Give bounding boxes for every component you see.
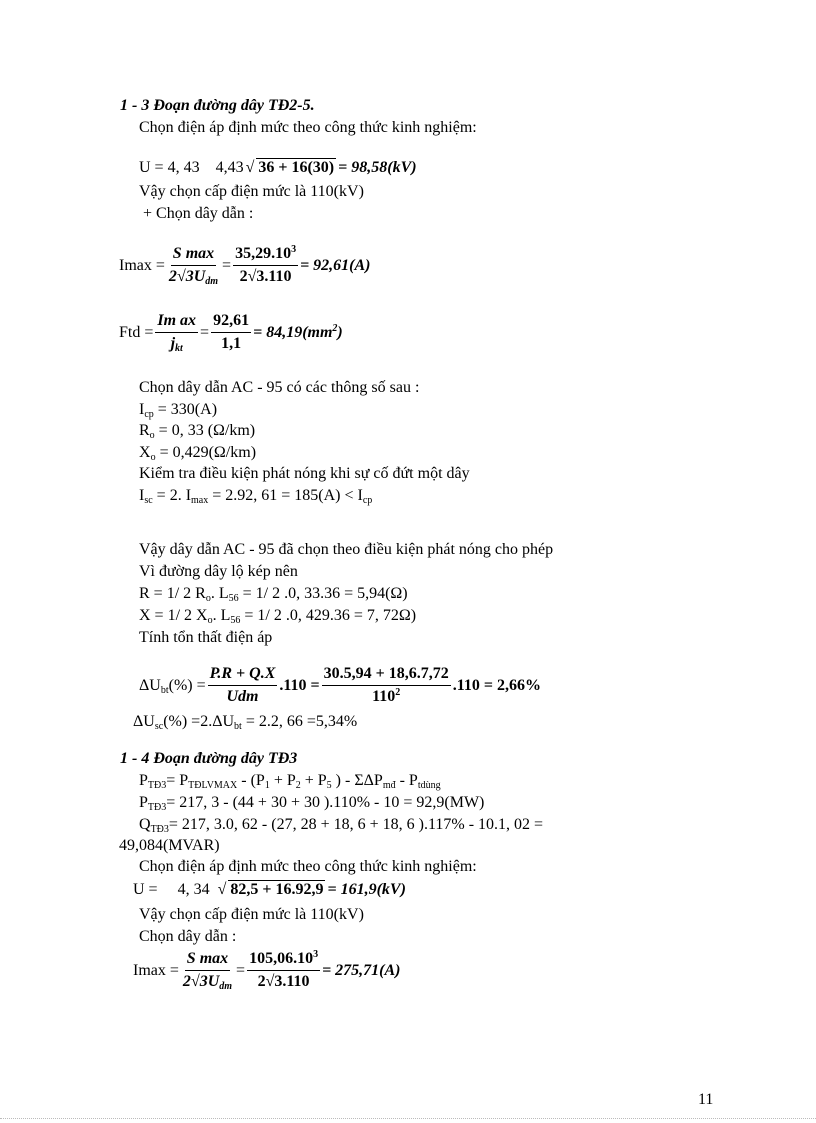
heating-check: Kiểm tra điều kiện phát nóng khi sự cố đứt một dây bbox=[139, 465, 470, 482]
imax-formula-2: Imax = $\frac{\text{S max}}{2√3U_{dm}}$ = $\frac{105,06.10^3}{2√3.110}$ = 275,71(A) bbox=[133, 949, 401, 992]
voltage-level-2: Vậy chọn cấp điện mức là 110(kV) bbox=[139, 906, 364, 923]
voltage-intro: Chọn điện áp định mức theo công thức kinh nghiệm: bbox=[139, 119, 477, 136]
p-td3-value: $P_{TĐ3}= 217$, 3 - (44 + 30 + 30 ).110% - 10 = 92,9(MW) bbox=[139, 794, 485, 813]
conductor-choice: Chọn dây dẫn AC - 95 có các thông số sau : bbox=[139, 379, 420, 396]
choose-conductor-2: Chọn dây dẫn : bbox=[139, 928, 237, 945]
q-td3-value: $Q_{TĐ3}= 217$, 3.0, 62 - (27, 28 + 18, 6 + 18, 6 ).117% - 10.1, 02 = bbox=[139, 816, 544, 835]
voltage-drop-fault: $\Delta U_{sc}(\%) =2.\Delta U_{bt} = 2.2$, 66 =5,34% bbox=[133, 713, 358, 732]
voltage-drop-formula: $\Delta U_{bt}(\%)$ = $\frac{P.R + Q.X}{\text{Udm}}$ .110 = $\frac{30.5,94 + 18,6.7,72}{110^2}$ .110 = 2,66% bbox=[139, 665, 541, 705]
double-circuit: Vì đường dây lộ kép nên bbox=[139, 563, 298, 580]
section-heading-1-3: 1 - 3 Đoạn đường dây TĐ2-5. bbox=[120, 97, 315, 114]
q-td3-result: 49,084(MVAR) bbox=[119, 837, 220, 854]
voltage-formula-2: U = 4, 34 √ 82,5 + 16.92,9 = 161,9(kV) bbox=[133, 880, 406, 898]
page-bottom-rule bbox=[0, 1118, 816, 1119]
ftd-formula: Ftd = $\frac{\text{Im ax}}{j_{kt}}$ = $\frac{92,61}{1,1}$ = $84,19(mm^2)$ bbox=[119, 312, 343, 354]
icp-line: $I_{cp} = 330(A)$ bbox=[139, 401, 218, 420]
isc-line: $I_{sc} = 2$. $I_{max} = 2.92$, $61 = 185(A) < I_{cp}$ bbox=[139, 487, 373, 506]
reactance-line: X = 1/ 2 $X_o$. $L_{56} = 1/$ 2 .0, 429.36 = 7, 72Ω) bbox=[139, 607, 417, 626]
choose-conductor: + Chọn dây dẫn : bbox=[143, 205, 254, 222]
voltage-level: Vậy chọn cấp điện mức là 110(kV) bbox=[139, 183, 364, 200]
voltage-loss-label: Tính tổn thất điện áp bbox=[139, 629, 273, 646]
resistance-line: R = 1/ 2 $R_o$. $L_{56} = 1/$ 2 .0, 33.36 = 5,94(Ω) bbox=[139, 585, 408, 604]
xo-line: $X_o = 0,429(\Omega/km)$ bbox=[139, 444, 257, 463]
voltage-formula: U = 4, 43 4,43 √ 36 + 16(30) = 98,58(kV) bbox=[139, 158, 417, 176]
p-td3-formula: $P_{TĐ3}= P_{TĐLVMAX} - (P_1 + P_2 + P_5$ ) - $\Sigma\Delta P_{mđ} - P_{tdùng}$ bbox=[139, 772, 441, 791]
imax-formula: Imax = $\frac{\text{S max}}{2√3U_{dm}}$ = $\frac{35,29.10^3}{2√3.110}$ = 92,61(A) bbox=[119, 244, 371, 287]
conductor-conclusion: Vậy dây dẫn AC - 95 đã chọn theo điều kiện phát nóng cho phép bbox=[139, 541, 554, 558]
section-heading-1-4: 1 - 4 Đoạn đường dây TĐ3 bbox=[120, 750, 298, 767]
page-number: 11 bbox=[698, 1091, 714, 1108]
voltage-intro-2: Chọn điện áp định mức theo công thức kinh nghiệm: bbox=[139, 858, 477, 875]
ro-line: $R_o = 0$, 33 (Ω/km) bbox=[139, 422, 256, 441]
